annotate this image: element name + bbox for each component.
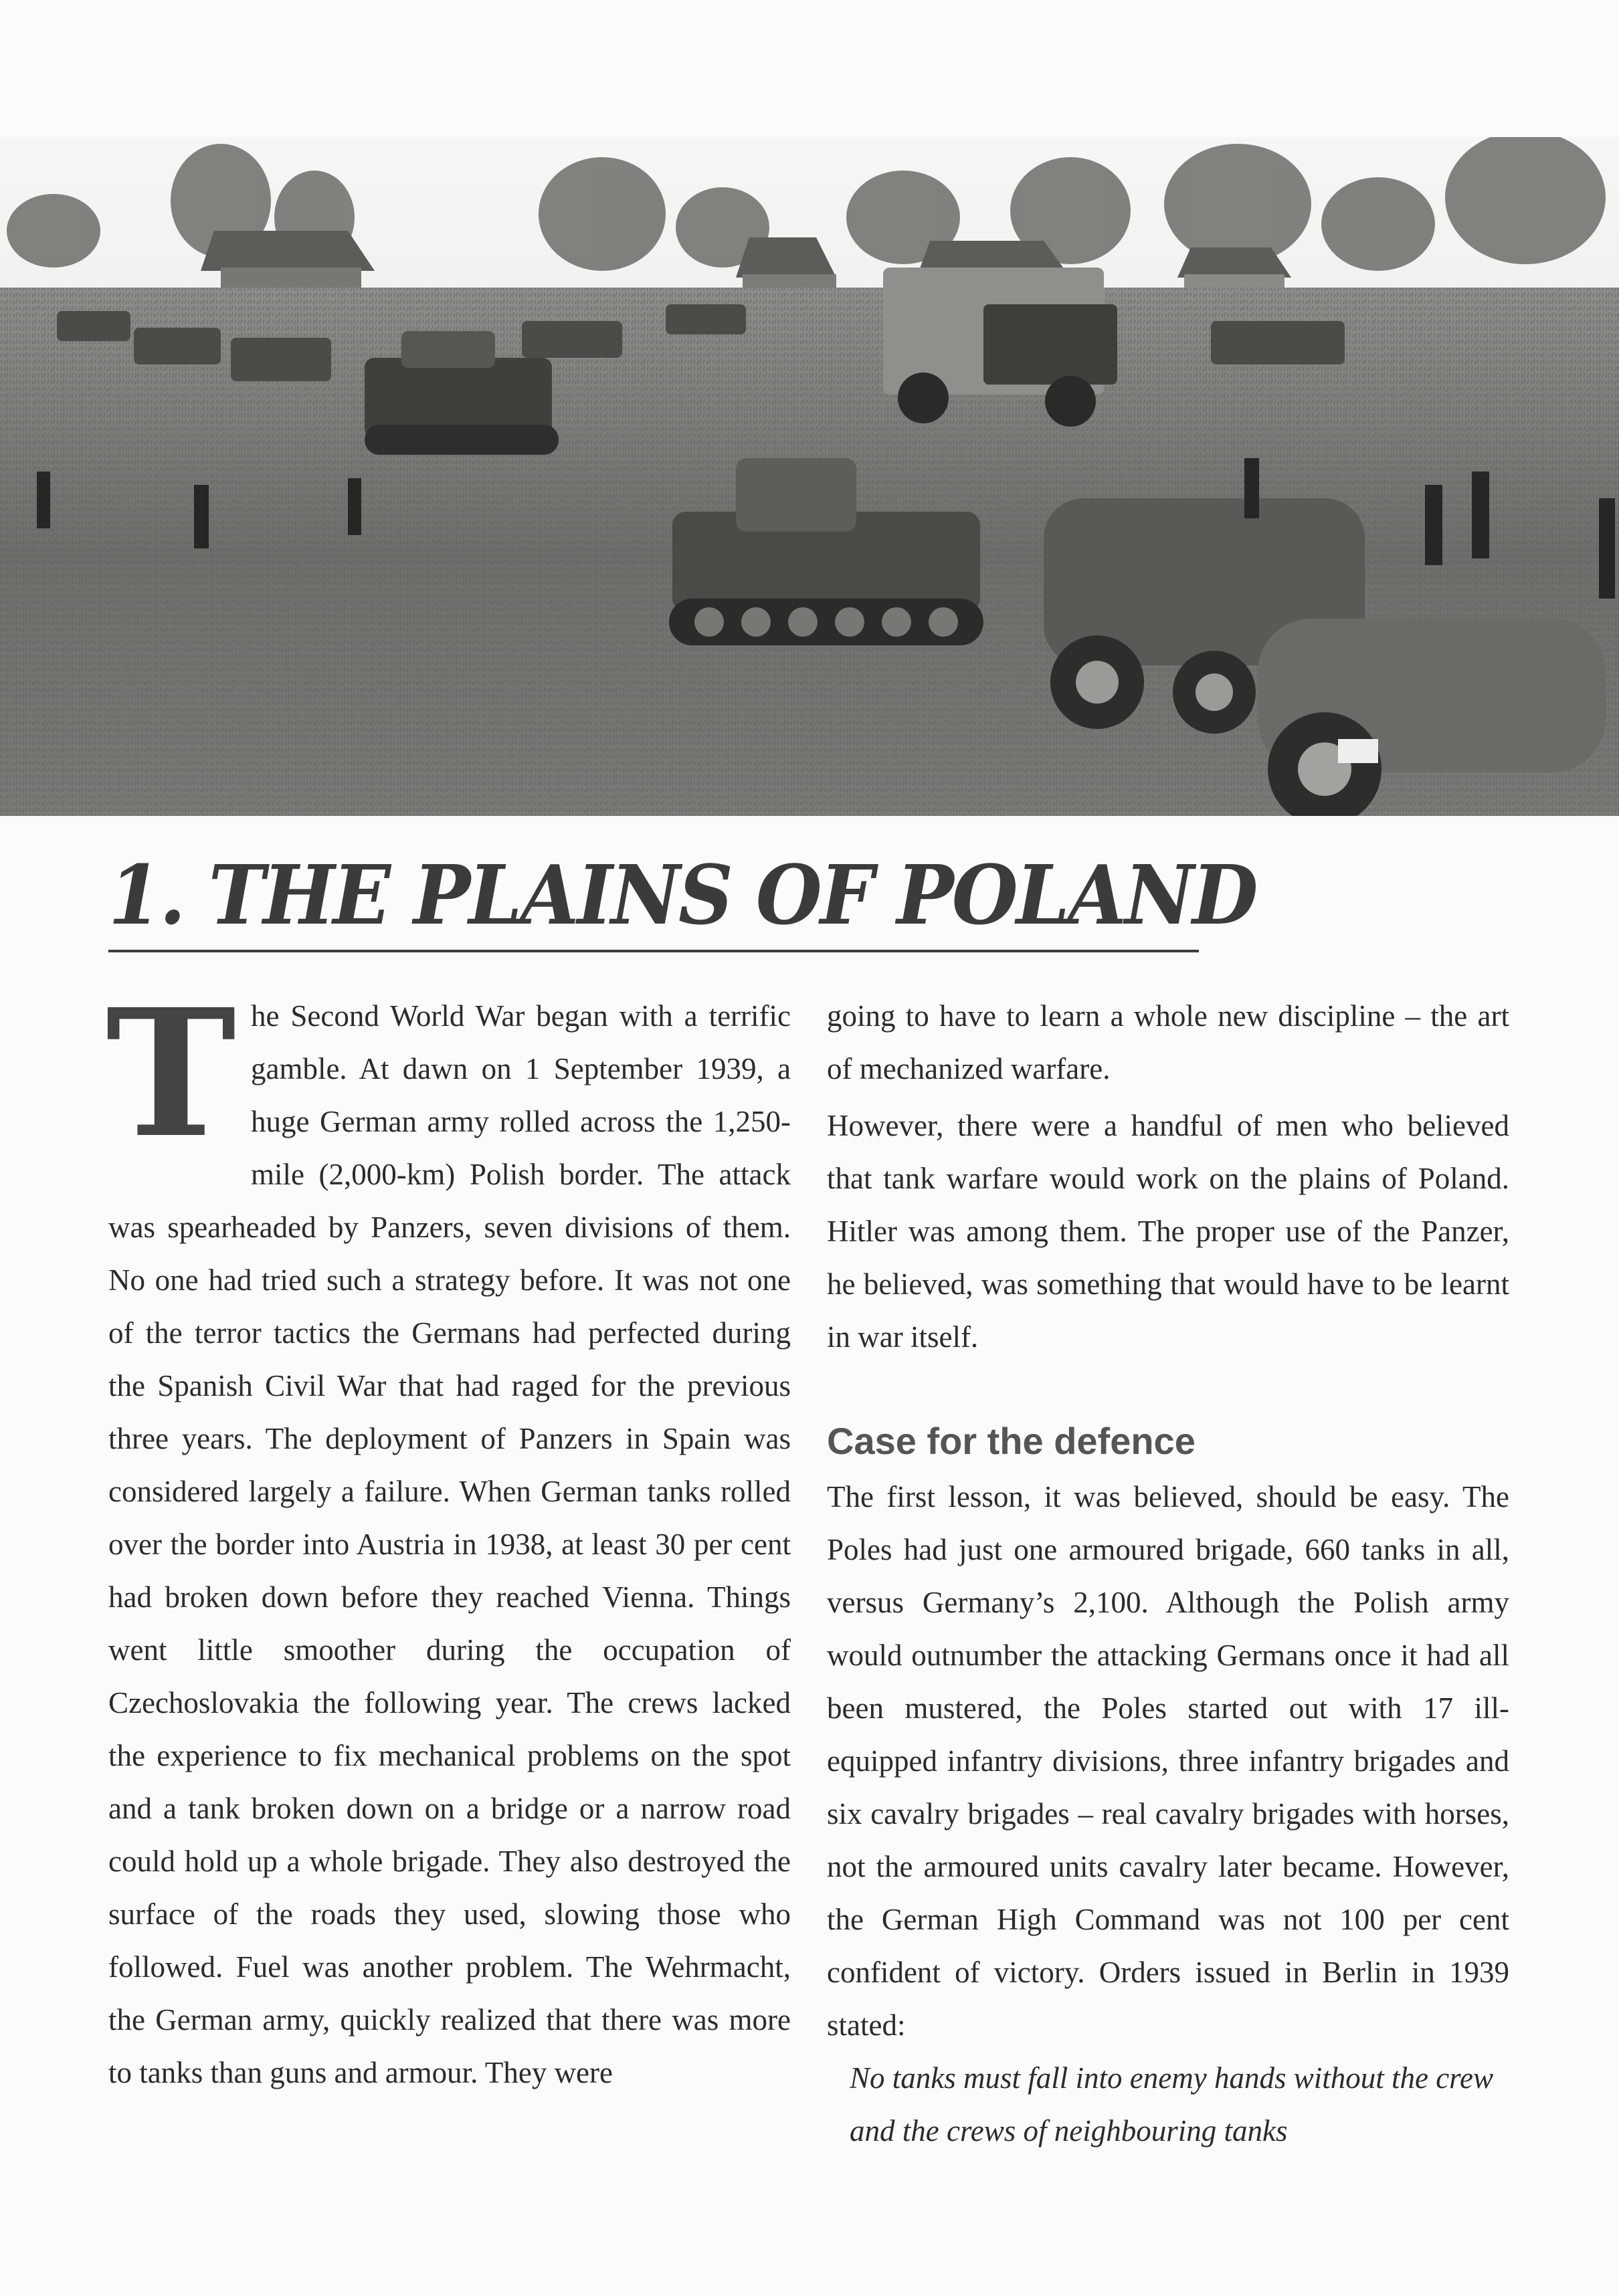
text-column-right — [827, 990, 1509, 2158]
panzer-column-photo — [0, 137, 1619, 816]
paragraph-4: The first lesson, it was believed, should be easy. The Poles had just one armoured brigade, 660 tanks in all, versus Germany’s 2,100. Although the Polish army would outnumber the attacking Germans once it had all been mustered, the Poles started out with 17 ill-equipped infantry divisions, three infantry brigades and six cavalry brigades – real cavalry brigades with horses, not the armoured units cavalry later became. However, the German High Command was not 100 per cent confident of victory. Orders issued in Berlin in 1939 stated: — [827, 1480, 1509, 2042]
paragraph-2: going to have to learn a whole new discipline – the art of mechanized warfare. — [827, 999, 1509, 1085]
opening-paragraph — [106, 970, 791, 2099]
paragraph-3: However, there were a handful of men who believed that tank warfare would work on the plains of Poland. Hitler was among them. The proper use of the Panzer, he believed, was something that would have to be learnt in war itself. — [827, 1109, 1509, 1354]
field-scene-image — [0, 137, 1619, 816]
title-underline — [108, 950, 1199, 952]
text-column-left — [106, 970, 791, 2099]
paragraph-1-text: he Second World War began with a terrific gamble. At dawn on 1 September 1939, a huge German army rolled across the 1,250-mile (2,000-km) Polish border. The attack was spearheaded by Panzers, seven divisions of them. No one had tried such a strategy before. It was not one of the terror tactics the Germans had perfected during the Spanish Civil War that had raged for the previous three years. The deployment of Panzers in Spain was considered largely a failure. When German tanks rolled over the border into Austria in 1938, at least 30 per cent had broken down before they reached Vienna. Things went little smoother during the occupation of Czechoslovakia the following year. The crews lacked the experience to fix mechanical problems on the spot and a tank broken down on a bridge or a narrow road could hold up a whole brigade. They also destroyed the surface of the roads they used, slowing those who followed. Fuel was another problem. The Wehrmacht, the German army, quickly realized that there was more to tanks than guns and armour. They were — [108, 999, 791, 2089]
chapter-title: 1. THE PLAINS OF POLAND — [108, 847, 1256, 943]
section-heading: Case for the defence — [827, 1420, 1196, 1462]
drop-cap: T — [106, 970, 236, 1176]
quote: No tanks must fall into enemy hands without the crew and the crews of neighbouring tanks — [850, 2061, 1494, 2148]
